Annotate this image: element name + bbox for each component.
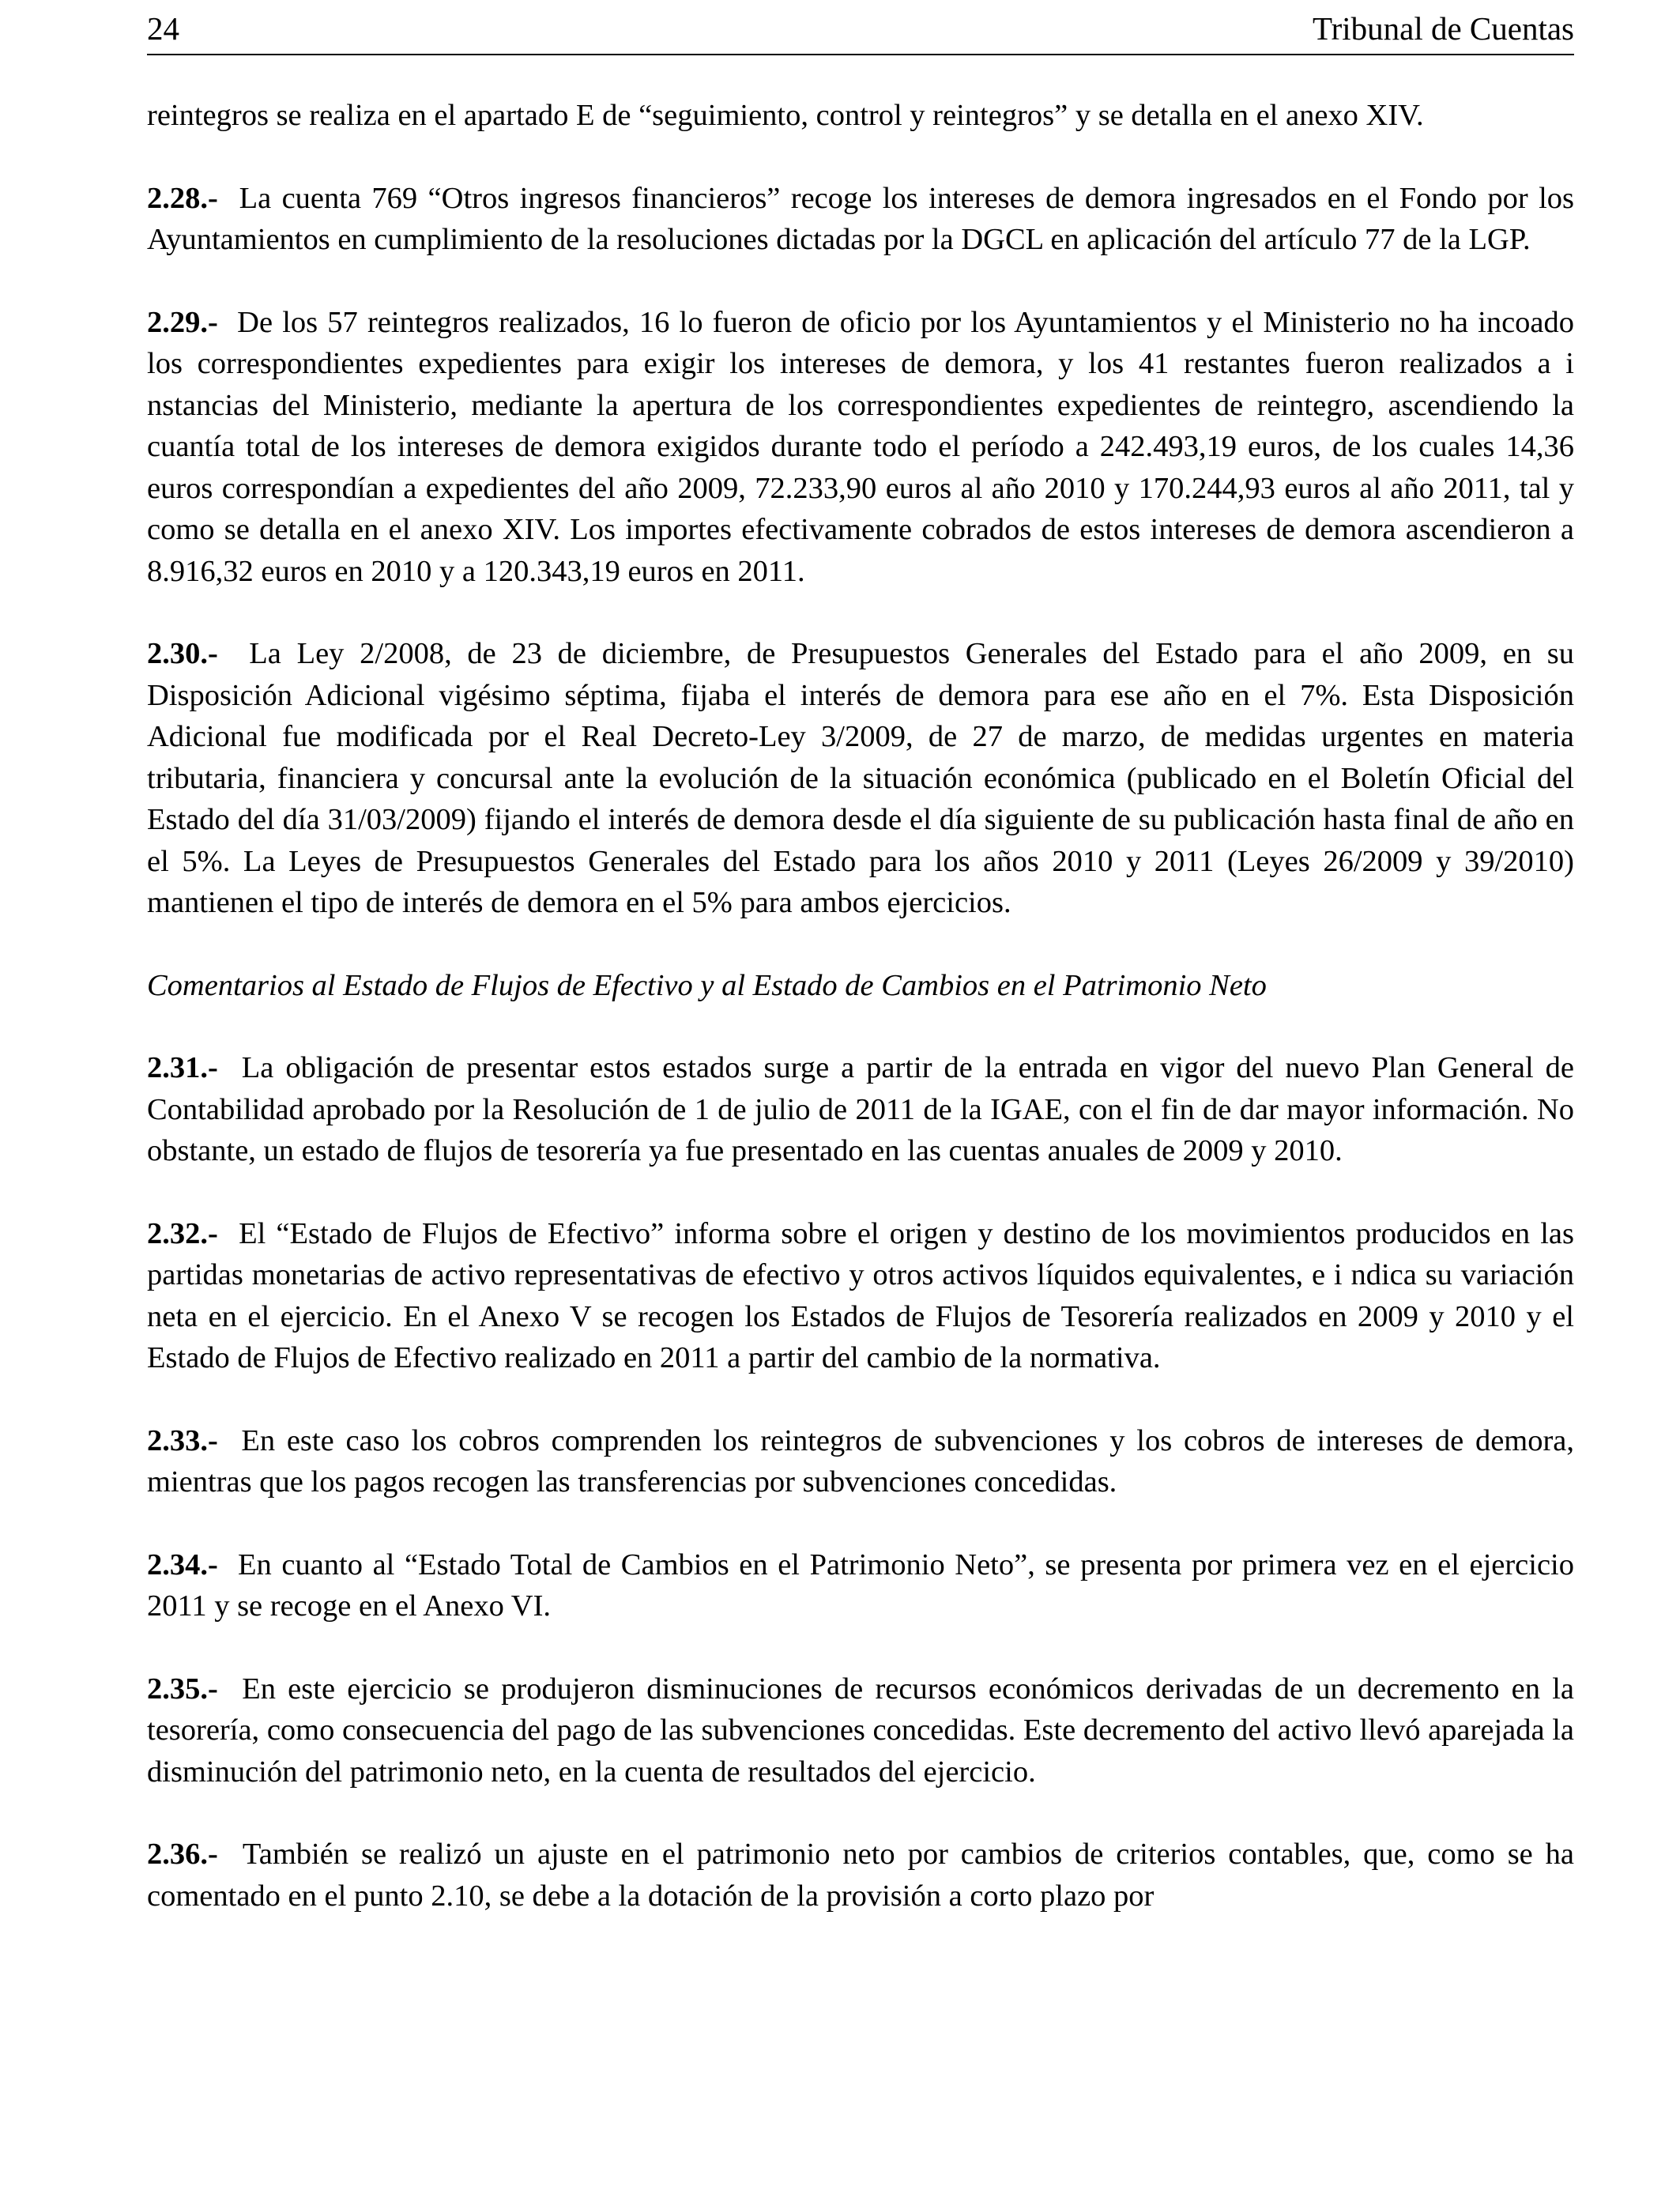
running-header [147,0,1574,55]
paragraph-2-33 [147,1420,1574,1503]
paragraph-2-34 [147,1544,1574,1627]
paragraph-text: También se realizó un ajuste en el patrimonio neto por cambios de criterios contables, que, como se ha comentado en el punto 2.10, se debe a la dotación de la provisión a corto plazo por [147,1838,1574,1913]
paragraph-number: 2.28.- [147,181,218,215]
paragraph-number: 2.33.- [147,1423,218,1457]
paragraph-2-36 [147,1834,1574,1917]
paragraph-text: La obligación de presentar estos estados surge a partir de la entrada en vigor del nuevo Plan General de Contabilidad aprobado por la Resolución de 1 de julio de 2011 de la IGAE, con el fin de dar mayor información. No obstante, un estado de flujos de tesorería ya fue presentado en las cuentas anuales de 2009 y 2010. [147,1051,1574,1167]
paragraph-text: reintegros se realiza en el apartado E de “seguimiento, control y reintegros” y se detalla en el anexo XIV. [147,99,1424,132]
paragraph-2-35 [147,1668,1574,1793]
paragraph-2-30 [147,633,1574,924]
paragraph-text: El “Estado de Flujos de Efectivo” informa sobre el origen y destino de los movimientos producidos en las partidas monetarias de activo representativas de efectivo y otros activos líquidos equivalentes, e i ndica su variación neta en el ejercicio. En el Anexo V se recogen los Estados de Flujos de Tesorería realizados en 2009 y 2010 y el Estado de Flujos de Efectivo realizado en 2011 a partir del cambio de la normativa. [147,1216,1575,1374]
intro-paragraph [147,95,1574,137]
paragraph-text: En cuanto al “Estado Total de Cambios en el Patrimonio Neto”, se presenta por primera vez en el ejercicio 2011 y se recoge en el Anexo VI. [147,1547,1575,1623]
header-title: Tribunal de Cuentas [1312,10,1574,47]
paragraph-text: En este caso los cobros comprenden los reintegros de subvenciones y los cobros de intereses de demora, mientras que los pagos recogen las transferencias por subvenciones concedidas. [147,1423,1575,1498]
paragraph-number: 2.35.- [147,1672,218,1706]
paragraph-number: 2.29.- [147,305,218,339]
paragraph-number: 2.30.- [147,637,218,670]
body-text [147,95,1574,1917]
paragraph-2-32 [147,1213,1574,1379]
document-page [147,0,1574,1958]
paragraph-number: 2.31.- [147,1051,218,1084]
paragraph-number: 2.34.- [147,1547,218,1581]
paragraph-2-28 [147,178,1574,261]
section-heading: Comentarios al Estado de Flujos de Efectivo y al Estado de Cambios en el Patrimonio Neto [147,968,1267,1002]
paragraph-number: 2.32.- [147,1216,218,1250]
paragraph-2-29 [147,302,1574,593]
paragraph-text: La cuenta 769 “Otros ingresos financieros” recoge los intereses de demora ingresados en el Fondo por los Ayuntamientos en cumplimiento de la resoluciones dictadas por la DGCL en aplicación del artículo 77 de la LGP. [147,181,1574,256]
paragraph-text: La Ley 2/2008, de 23 de diciembre, de Presupuestos Generales del Estado para el año 2009, en su Disposición Adicional vigésimo séptima, fijaba el interés de demora para ese año en el 7%. Esta Disposición Adicional fue modificada por el Real Decreto-Ley 3/2009, de 27 de marzo, de medidas urgentes en materia tributaria, financiera y concursal ante la evolución de la situación económica (publicado en el Boletín Oficial del Estado del día 31/03/2009) fijando el interés de demora desde el día siguiente de su publicación hasta final de año en el 5%. La Leyes de Presupuestos Generales del Estado para los años 2010 y 2011 (Leyes 26/2009 y 39/2010) mantienen el tipo de interés de demora en el 5% para ambos ejercicios. [147,637,1574,919]
paragraph-number: 2.36.- [147,1838,218,1871]
paragraph-text: De los 57 reintegros realizados, 16 lo fueron de oficio por los Ayuntamientos y el Ministerio no ha incoado los correspondientes expedientes para exigir los intereses de demora, y los 41 restantes fueron realizados a i nstancias del Ministerio, mediante la apertura de los correspondientes expedientes de reintegro, ascendiendo la cuantía total de los intereses de demora exigidos durante todo el período a 242.493,19 euros, de los cuales 14,36 euros correspondían a expedientes del año 2009, 72.233,90 euros al año 2010 y 170.244,93 euros al año 2011, tal y como se detalla en el anexo XIV. Los importes efectivamente cobrados de estos intereses de demora ascendieron a 8.916,32 euros en 2010 y a 120.343,19 euros en 2011. [147,305,1574,588]
page-number: 24 [147,10,179,47]
paragraph-2-31 [147,1047,1574,1172]
paragraph-text: En este ejercicio se produjeron disminuciones de recursos económicos derivadas de un decremento en la tesorería, como consecuencia del pago de las subvenciones concedidas. Este decremento del activo llevó aparejada la disminución del patrimonio neto, en la cuenta de resultados del ejercicio. [147,1672,1574,1789]
